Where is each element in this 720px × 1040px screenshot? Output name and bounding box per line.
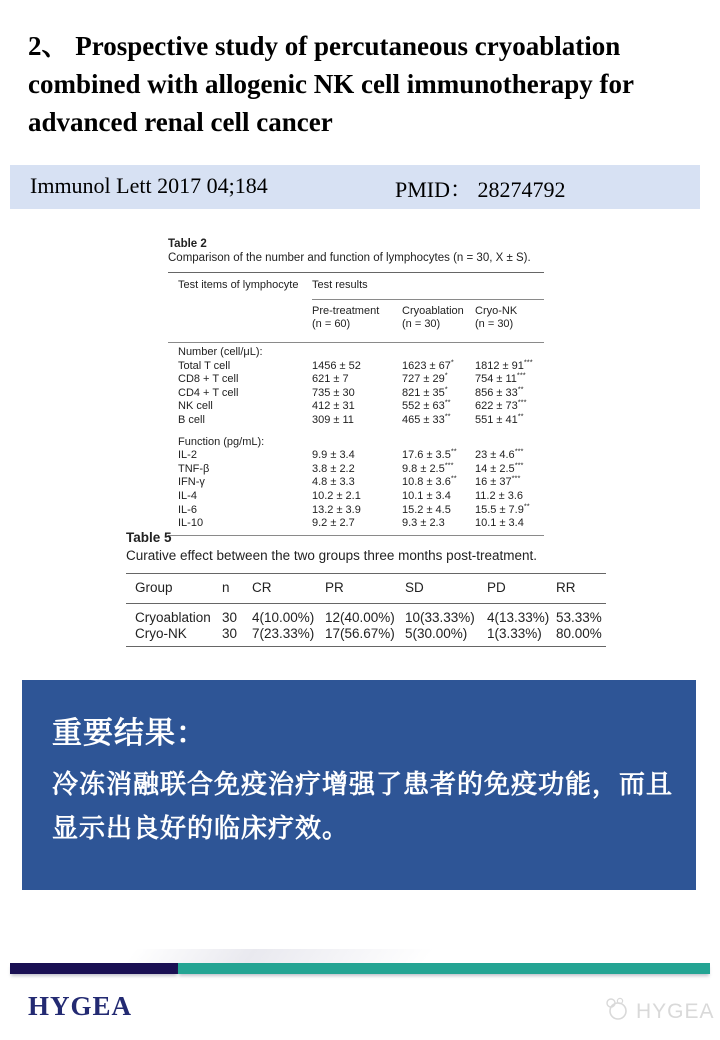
table2-caption: Comparison of the number and function of lymphocytes (n = 30, X ± S).	[168, 252, 531, 264]
table2-row-value: 551 ± 41**	[475, 411, 524, 426]
table2-row	[168, 397, 544, 414]
table2	[168, 238, 544, 536]
table2-row-value: 23 ± 4.6***	[475, 446, 524, 462]
footer-navy-bar	[10, 963, 178, 974]
table5-col-header: Group	[135, 580, 173, 595]
table2-row	[168, 384, 544, 401]
footer-teal-bar	[178, 963, 710, 974]
table2-col-header-line1: Cryoablation	[402, 305, 464, 317]
table5-cell: 7(23.33%)	[252, 625, 315, 641]
table2-col-header	[475, 305, 517, 331]
table2-col-header	[312, 305, 379, 331]
table2-row-value: 621 ± 7	[312, 373, 349, 386]
hygea-logo-text: HYGEA	[28, 991, 133, 1021]
table2-row-value: 821 ± 35*	[402, 384, 448, 399]
table5-cell: 17(56.67%)	[325, 625, 395, 641]
table2-header-row2	[168, 305, 544, 337]
table2-row	[168, 460, 544, 477]
table2-row-value: 11.2 ± 3.6	[475, 489, 524, 502]
table2-row	[168, 411, 544, 428]
table2-row-value: 552 ± 63**	[402, 397, 451, 413]
table2-row-item: IFN-γ	[178, 476, 205, 489]
table2-row	[168, 370, 544, 387]
table2-row-value: 9.3 ± 2.3	[402, 517, 445, 530]
table2-col-header-line2: (n = 60)	[312, 318, 351, 330]
table5-cell: 80.00%	[556, 625, 602, 641]
table2-row	[168, 517, 544, 531]
table2-top-rule	[168, 272, 544, 273]
table5-col-header: SD	[405, 580, 424, 595]
table5-col-header: n	[222, 580, 230, 595]
table2-col-header-line1: Pre-treatment	[312, 305, 380, 317]
table2-row-item: TNF-β	[178, 462, 210, 475]
table5-label: Table 5	[126, 530, 172, 545]
table2-row	[168, 490, 544, 504]
table2-row-item: IL-2	[178, 449, 197, 462]
table2-row-item: NK cell	[178, 400, 213, 413]
table5-cell: 1(3.33%)	[487, 625, 542, 641]
citation-bar	[10, 165, 700, 209]
table2-col-header-line2: (n = 30)	[402, 318, 441, 330]
table2-row-value: 10.8 ± 3.6**	[402, 473, 457, 489]
table5-row	[126, 626, 606, 642]
table2-row-value: 412 ± 31	[312, 400, 355, 413]
table2-row-value: 15.2 ± 4.5	[402, 503, 451, 516]
table2-row-value: 465 ± 33**	[402, 411, 451, 426]
table5-row	[126, 610, 606, 626]
table2-section-heading: Number (cell/μL):	[178, 346, 263, 358]
table2-row-value: 1812 ± 91***	[475, 356, 533, 372]
table2-row	[168, 500, 544, 518]
table2-row-item: IL-6	[178, 503, 197, 516]
table5	[126, 530, 606, 647]
table5-cell: Cryoablation	[135, 610, 211, 625]
table2-row-value: 856 ± 33**	[475, 384, 524, 399]
key-result-heading: 重要结果：	[52, 717, 207, 750]
watermark-text: HYGEA	[636, 999, 715, 1023]
table5-cell: 4(10.00%)	[252, 610, 315, 625]
table2-col-header-line2: (n = 30)	[475, 318, 514, 330]
watermark	[604, 996, 715, 1027]
table5-cell: Cryo-NK	[135, 625, 187, 641]
table2-section-row	[168, 346, 544, 360]
table2-label: Table 2	[168, 238, 207, 250]
table2-row-value: 727 ± 29*	[402, 370, 448, 386]
table2-row-value: 16 ± 37***	[475, 473, 521, 489]
key-result-text: 冷冻消融联合免疫治疗增强了患者的免疫功能，而且显示出良好的临床疗效。	[52, 769, 674, 843]
table2-row	[168, 356, 544, 374]
table5-cell: 12(40.00%)	[325, 610, 395, 625]
table5-cell: 4(13.33%)	[487, 610, 550, 625]
table2-row-value: 10.1 ± 3.4	[475, 517, 524, 530]
table5-cell: 53.33%	[556, 610, 602, 625]
table5-col-header: PD	[487, 580, 506, 595]
table2-row-value: 754 ± 11***	[475, 370, 526, 386]
table2-col-header-line1: Cryo-NK	[475, 305, 518, 317]
table5-cell: 10(33.33%)	[405, 610, 475, 625]
table2-row-item: CD8 + T cell	[178, 373, 239, 386]
table2-row-value: 4.8 ± 3.3	[312, 476, 355, 489]
table2-row-item: IL-10	[178, 517, 204, 530]
table2-row-value: 17.6 ± 3.5**	[402, 446, 457, 462]
table2-body	[168, 343, 544, 535]
table2-row-value: 309 ± 11	[312, 413, 354, 426]
table2-section-heading: Function (pg/mL):	[178, 435, 265, 448]
table2-row-item: CD4 + T cell	[178, 386, 239, 399]
table2-group-rule	[312, 299, 544, 300]
table2-row	[168, 446, 544, 463]
table2-row-value: 10.2 ± 2.1	[312, 489, 361, 502]
journal-reference: Immunol Lett 2017 04;184	[30, 173, 268, 198]
table2-col-header	[402, 305, 464, 331]
table5-cell: 5(30.00%)	[405, 625, 468, 641]
table2-row-value: 622 ± 73***	[475, 397, 527, 413]
table2-row-value: 10.1 ± 3.4	[402, 489, 451, 502]
table2-group-header: Test results	[312, 279, 368, 291]
pmid-reference: PMID： 28274792	[395, 177, 566, 202]
table5-cell: 30	[222, 625, 238, 641]
table5-bottom-rule	[126, 646, 606, 647]
table2-row-item: Total T cell	[178, 359, 231, 372]
table5-header-row	[126, 580, 606, 598]
table2-row-value: 3.8 ± 2.2	[312, 462, 355, 475]
table5-col-header: PR	[325, 580, 344, 595]
table2-row-value: 13.2 ± 3.9	[312, 503, 361, 516]
table2-row-value: 15.5 ± 7.9**	[475, 500, 530, 516]
table5-caption: Curative effect between the two groups three months post-treatment.	[126, 548, 537, 563]
table2-col1-header: Test items of lymphocyte	[178, 279, 299, 291]
table2-row-value: 735 ± 30	[312, 386, 355, 399]
table2-header-row1	[168, 279, 544, 295]
table5-cell: 30	[222, 610, 238, 625]
table2-row	[168, 473, 544, 490]
table5-col-header: RR	[556, 580, 576, 595]
table2-row-value: 9.9 ± 3.4	[312, 449, 355, 462]
table2-row-value: 9.8 ± 2.5***	[402, 460, 454, 475]
table2-row-value: 14 ± 2.5***	[475, 460, 524, 475]
hygea-emblem-icon	[604, 996, 630, 1027]
table2-section-row	[168, 436, 544, 450]
key-result-box	[22, 680, 696, 890]
table5-body	[126, 604, 606, 646]
footer-sheen	[125, 949, 435, 963]
table5-col-header: CR	[252, 580, 272, 595]
table2-row-item: IL-4	[178, 489, 197, 502]
table2-row-value: 9.2 ± 2.7	[312, 517, 355, 530]
slide-title: 2、 Prospective study of percutaneous cryoablation combined with allogenic NK cell immunotherapy for advanced renal cell cancer	[28, 31, 634, 137]
table5-top-rule	[126, 573, 606, 574]
table2-row-value: 1623 ± 67*	[402, 356, 454, 372]
table2-row-value: 1456 ± 52	[312, 359, 361, 372]
table2-row-item: B cell	[178, 413, 205, 426]
